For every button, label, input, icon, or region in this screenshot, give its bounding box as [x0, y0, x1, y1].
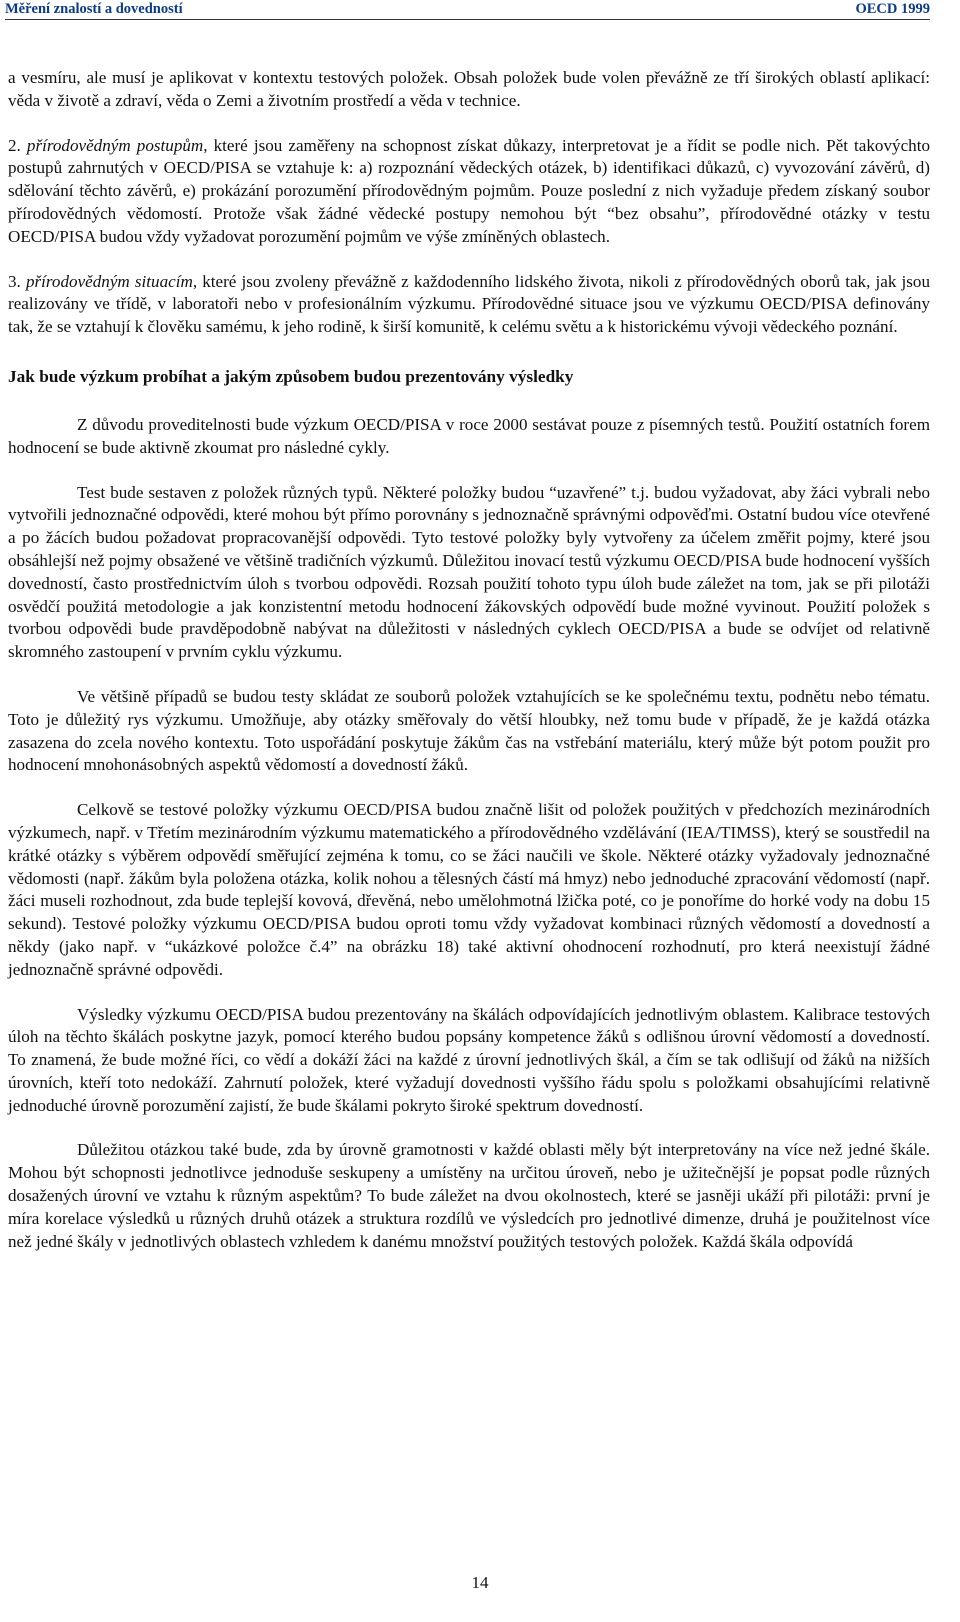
body-paragraph: Důležitou otázkou také bude, zda by úrovně gramotnosti v každé oblasti měly být interpretovány na více než jedné škále. Mohou být schopnosti jednotlivce jednoduše seskupeny a umístěny na určitou úroveň, nebo je užitečnější je popsat podle různých dosažených úrovní ve vztahu k různým aspektům? To bude záležet na dvou okolnostech, které se jasněji ukáží při pilotáži: první je míra korelace výsledků u různých druhů otázek a struktura rozdílů ve výsledcích pro jednotlivé dimenze, druhá je použitelnost více než jedné škály v jednotlivých oblastech vzhledem k danému množství použitých testových položek. Každá škála odpovídá: [8, 1140, 930, 1251]
intro-paragraph: a vesmíru, ale musí je aplikovat v kontextu testových položek. Obsah položek bude volen převážně ze tří širokých oblastí aplikací: věda v životě a zdraví, věda o Zemi a životním prostředí a věda v technice.: [8, 68, 930, 110]
body-paragraph: Z důvodu proveditelnosti bude výzkum OECD/PISA v roce 2000 sestávat pouze z písemných testů. Použití ostatních forem hodnocení se bude aktivně zkoumat pro následné cykly.: [8, 414, 930, 457]
list-item-text: , které jsou zvoleny převážně z každodenního lidského života, nikoli z přírodovědných oborů tak, jak jsou realizovány ve třídě, v laboratoři nebo v profesionálním výzkumu. Přírodovědné situace jsou ve výzkumu OECD/PISA definovány tak, že se vztahují k člověku samému, k jeho rodině, k širší komunitě, k celému světu a k historickému vývoji vědeckého poznání.: [8, 271, 930, 337]
list-item-term: přírodovědným situacím: [25, 271, 193, 291]
list-item-number: 2.: [8, 135, 21, 155]
page-number: 14: [471, 1573, 489, 1592]
list-item-term: přírodovědným postupům: [26, 135, 204, 155]
body-paragraph: Ve většině případů se budou testy skládat ze souborů položek vztahujících se ke společnému textu, podnětu nebo tématu. Toto je důležitý rys výzkumu. Umožňuje, aby otázky směřovaly do větší hloubky, než tomu bude v případě, že je každá otázka zasazena do zcela nového kontextu. Toto uspořádání poskytuje žákům čas na vstřebání materiálu, který může být potom použit pro hodnocení mnohonásobných aspektů vědomostí a dovedností žáků.: [8, 686, 930, 775]
section-heading: Jak bude výzkum probíhat a jakým způsobem budou prezentovány výsledky: [8, 366, 574, 386]
list-item-text: , které jsou zaměřeny na schopnost získat důkazy, interpretovat je a řídit se podle nich. Pět takovýchto postupů zahrnutých v OECD/PISA se vztahuje k: a) rozpoznání vědeckých otázek, b) identifikaci důkazů, c) vyvozování závěrů, d) sdělování těchto závěrů, e) prokázání porozumění přírodovědným pojmům. Pouze poslední z nich vyžaduje předem získaný soubor přírodovědných vědomostí. Protože však žádné vědecké postupy nemohou být “bez obsahu”, přírodovědné otázky v testu OECD/PISA budou vždy vyžadovat porozumění pojmům ve výše zmíněných oblastech.: [8, 135, 931, 246]
list-item-2: [8, 135, 930, 249]
list-item-number: 3.: [8, 271, 21, 291]
list-item-3: [8, 271, 930, 339]
body-paragraph: Výsledky výzkumu OECD/PISA budou prezentovány na škálách odpovídajících jednotlivým oblastem. Kalibrace testových úloh na těchto škálách poskytne jazyk, pomocí kterého budou popsány kompetence žáků s odlišnou úrovní vědomostí a dovedností. To znamená, že bude možné říci, co vědí a dokáží žáci na každé z úrovní jednotlivých škál, a čím se tak odlišují od žáků na nižších úrovních, kteří toto nedokáží. Zahrnutí položek, které vyžadují dovednosti vyššího řádu spolu s položkami obsahujícími relativně jednoduché úrovně porozumění zajistí, že bude škálami pokryto široké spektrum dovedností.: [8, 1004, 930, 1115]
body-paragraph: Celkově se testové položky výzkumu OECD/PISA budou značně lišit od položek použitých v předchozích mezinárodních výzkumech, např. v Třetím mezinárodním výzkumu matematického a přírodovědného vzdělávání (IEA/TIMSS), který se soustředil na krátké otázky s výběrem odpovědí směřující zejména k tomu, co se žáci naučili ve škole. Některé otázky vyžadovaly jednoznačné vědomosti (např. žákům byla položena otázka, kolik nohou a tělesných částí má hmyz) nebo jednoduché zpracování vědomostí (např. žáci museli rozhodnout, zda bude teplejší kovová, dřevěná, nebo umělohmotná lžička poté, co je ponoříme do horké vody na dobu 15 sekund). Testové položky výzkumu OECD/PISA budou oproti tomu vždy vyžadovat kombinaci různých vědomostí a dovedností a někdy (jako např. v “ukázkové položce č.4” na obrázku 18) také aktivní ohodnocení rozhodnutí, pro která neexistují žádné jednoznačně správné odpovědi.: [8, 800, 930, 979]
body-text: [8, 67, 930, 1253]
body-paragraph: Test bude sestaven z položek různých typů. Některé položky budou “uzavřené” t.j. budou vyžadovat, aby žáci vybrali nebo vytvořili jednoznačné odpovědi, které mohou být přímo porovnány s jednoznačně správnými odpověďmi. Ostatní budou více otevřené a po žácích budou požadovat propracovanější odpovědi. Tyto testové položky byly vytvořeny za účelem změřit pojmy, které jsou obsáhlejší než pojmy obsažené ve většině tradičních výzkumů. Důležitou inovací testů výzkumu OECD/PISA bude hodnocení vyšších dovedností, často prostřednictvím úloh s tvorbou odpovědi. Rozsah použití tohoto typu úloh bude záležet na tom, jak se při pilotáži osvědčí použitá metodologie a jak konzistentní metodu hodnocení žákovských odpovědí bude možné vyvinout. Použití položek s tvorbou odpovědi bude pravděpodobně nabývat na důležitosti v následných cyklech OECD/PISA a bude se odvíjet od relativně skromného zastoupení v prvním cyklu výzkumu.: [8, 482, 930, 662]
header-title: Měření znalostí a dovedností: [5, 1, 183, 17]
page-header: [5, 0, 930, 20]
header-edition: OECD 1999: [855, 1, 930, 17]
